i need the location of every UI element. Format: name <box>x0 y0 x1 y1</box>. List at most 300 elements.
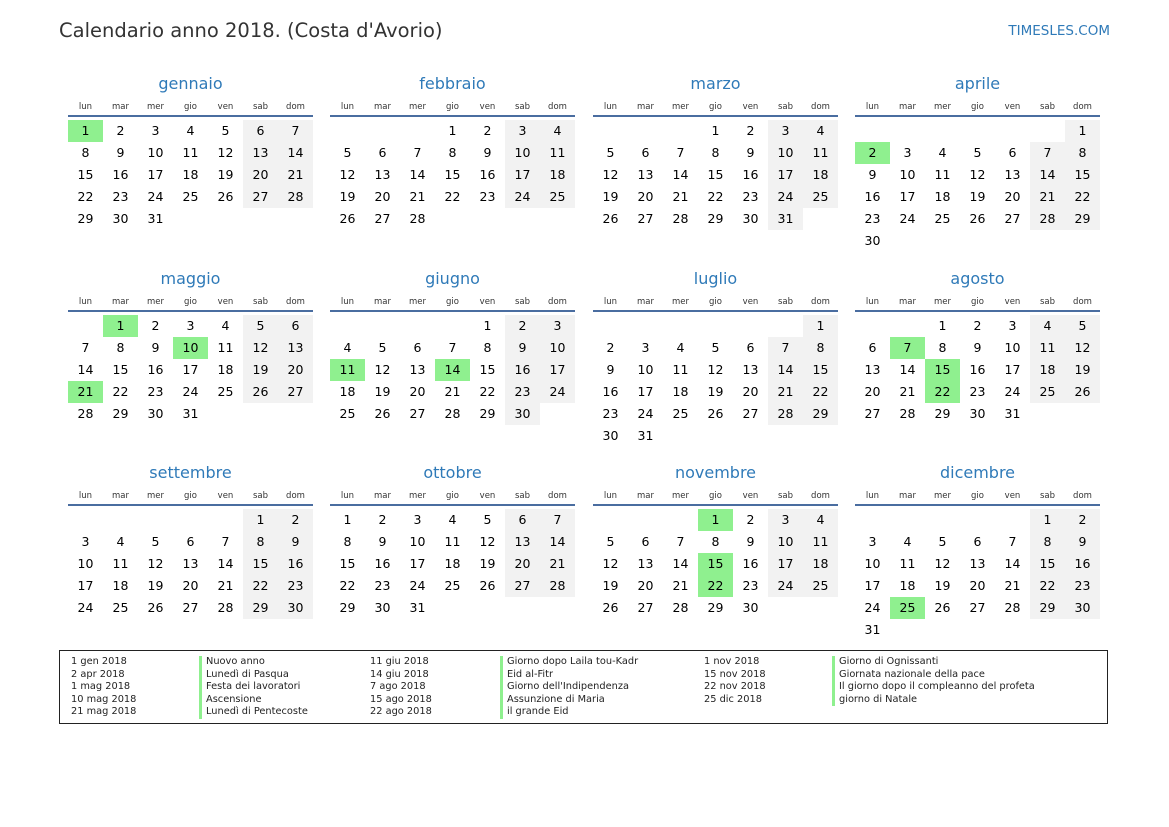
day-cell: 8 <box>448 145 457 160</box>
day-cell: 19 <box>707 384 724 399</box>
day-cell: 16 <box>864 189 881 204</box>
legend-date: 10 mag 2018 <box>71 693 137 705</box>
weekday-header <box>593 489 838 506</box>
legend-date: 25 dic 2018 <box>704 693 762 705</box>
day-cell: 6 <box>413 340 422 355</box>
day-cell: 24 <box>768 186 803 208</box>
legend-date: 22 nov 2018 <box>704 681 766 692</box>
day-cell: 23 <box>969 384 986 399</box>
empty-cell <box>995 120 1030 142</box>
empty-cell <box>330 315 365 337</box>
month-settembre <box>68 462 313 619</box>
day-cell: 10 <box>540 337 575 359</box>
weekday-header <box>855 489 1100 506</box>
day-cell: 16 <box>479 167 496 182</box>
weekday-label: mer <box>671 297 689 307</box>
month-name: luglio <box>693 269 738 288</box>
day-cell: 30 <box>742 600 759 615</box>
day-cell: 15 <box>803 359 838 381</box>
day-cell: 7 <box>1008 534 1017 549</box>
legend-holiday-name: Eid al-Fitr <box>500 669 638 682</box>
day-cell: 11 <box>1030 337 1065 359</box>
day-cell: 31 <box>637 428 654 443</box>
day-cell: 9 <box>973 340 982 355</box>
day-cell: 9 <box>278 531 313 553</box>
day-cell: 28 <box>1004 600 1021 615</box>
weekday-label: gio <box>709 102 722 112</box>
day-cell: 24 <box>540 381 575 403</box>
day-cell: 10 <box>637 362 654 377</box>
weekday-header <box>855 295 1100 312</box>
day-cell: 20 <box>278 359 313 381</box>
weekday-label: dom <box>811 491 830 501</box>
month-name: gennaio <box>158 74 223 93</box>
day-cell: 16 <box>374 556 391 571</box>
empty-cell <box>628 509 663 531</box>
day-cell: 31 <box>768 208 803 230</box>
day-cell: 20 <box>1004 189 1021 204</box>
weekday-label: gio <box>971 102 984 112</box>
day-cell: 30 <box>374 600 391 615</box>
weekday-label: ven <box>742 102 759 112</box>
weekday-label: sab <box>514 297 531 307</box>
day-cell: 21 <box>540 553 575 575</box>
month-name: novembre <box>674 463 757 482</box>
day-cell: 9 <box>151 340 160 355</box>
weekday-label: lun <box>78 102 93 112</box>
legend-names-column <box>199 656 308 719</box>
legend-date: 1 nov 2018 <box>704 656 760 667</box>
day-cell: 5 <box>606 145 615 160</box>
empty-cell <box>855 315 890 337</box>
day-cell: 7 <box>278 120 313 142</box>
day-cell: 30 <box>969 406 986 421</box>
empty-cell <box>960 120 995 142</box>
day-cell: 2 <box>151 318 160 333</box>
day-cell: 12 <box>339 167 356 182</box>
weekday-label: mar <box>112 102 129 112</box>
day-cell: 18 <box>672 384 689 399</box>
day-cell: 25 <box>803 186 838 208</box>
day-cell: 6 <box>378 145 387 160</box>
weekday-label: mer <box>671 491 689 501</box>
day-cell: 26 <box>339 211 356 226</box>
day-cell: 31 <box>1004 406 1021 421</box>
weekday-label: mar <box>374 297 391 307</box>
weekday-label: lun <box>340 491 355 501</box>
day-cell: 27 <box>742 406 759 421</box>
day-cell: 17 <box>768 553 803 575</box>
day-cell: 21 <box>1030 186 1065 208</box>
legend-date: 14 giu 2018 <box>370 668 429 680</box>
weekday-label: mer <box>408 297 426 307</box>
day-cell: 11 <box>182 145 199 160</box>
day-cell: 22 <box>112 384 129 399</box>
empty-cell <box>663 509 698 531</box>
day-cell: 22 <box>243 575 278 597</box>
day-cell: 19 <box>602 189 619 204</box>
day-cell: 29 <box>243 597 278 619</box>
weekday-label: ven <box>479 297 496 307</box>
day-cell: 12 <box>217 145 234 160</box>
legend-holiday-name: Giornata nazionale della pace <box>832 669 1035 682</box>
day-cell: 12 <box>1065 337 1100 359</box>
day-cell: 10 <box>1004 340 1021 355</box>
day-cell: 12 <box>707 362 724 377</box>
day-cell: 19 <box>339 189 356 204</box>
day-cell: 9 <box>868 167 877 182</box>
empty-cell <box>628 120 663 142</box>
legend-holiday-name: Lunedì di Pasqua <box>199 669 308 682</box>
weekday-header <box>330 489 575 506</box>
weekday-label: dom <box>811 102 830 112</box>
weekday-label: gio <box>971 297 984 307</box>
day-cell: 23 <box>147 384 164 399</box>
day-cell: 14 <box>672 167 689 182</box>
day-cell: 7 <box>676 534 685 549</box>
weekday-label: lun <box>78 491 93 501</box>
day-cell: 29 <box>77 211 94 226</box>
day-cell: 20 <box>374 189 391 204</box>
weekday-label: mer <box>146 491 164 501</box>
day-cell: 28 <box>672 600 689 615</box>
empty-cell <box>593 509 628 531</box>
day-cell: 9 <box>505 337 540 359</box>
empty-cell <box>435 315 470 337</box>
day-cell: 27 <box>182 600 199 615</box>
weekday-label: mar <box>899 491 916 501</box>
day-cell: 13 <box>969 556 986 571</box>
day-cell: 5 <box>343 145 352 160</box>
day-cell: 6 <box>243 120 278 142</box>
day-grid <box>330 509 575 619</box>
day-cell: 26 <box>479 578 496 593</box>
day-cell: 15 <box>243 553 278 575</box>
day-cell: 16 <box>742 556 759 571</box>
day-cell: 15 <box>707 167 724 182</box>
weekday-label: mar <box>112 297 129 307</box>
day-cell: 16 <box>969 362 986 377</box>
day-cell: 2 <box>378 512 387 527</box>
day-cell: 29 <box>479 406 496 421</box>
empty-cell <box>663 315 698 337</box>
day-cell: 9 <box>378 534 387 549</box>
weekday-header <box>68 295 313 312</box>
day-cell: 12 <box>602 556 619 571</box>
day-cell: 29 <box>112 406 129 421</box>
empty-cell <box>208 509 243 531</box>
day-cell: 26 <box>1065 381 1100 403</box>
day-cell: 16 <box>1065 553 1100 575</box>
day-cell: 19 <box>969 189 986 204</box>
month-name: settembre <box>149 463 232 482</box>
weekday-label: ven <box>217 297 234 307</box>
day-cell: 3 <box>768 509 803 531</box>
day-cell: 9 <box>606 362 615 377</box>
day-cell: 23 <box>374 578 391 593</box>
legend-holiday-name: Giorno di Ognissanti <box>832 656 1035 669</box>
weekday-label: sab <box>252 297 269 307</box>
day-cell: 22 <box>479 384 496 399</box>
day-cell: 23 <box>278 575 313 597</box>
day-grid <box>593 315 838 447</box>
legend-date: 1 mag 2018 <box>71 681 131 692</box>
legend-holiday-name: Giorno dopo Laila tou-Kadr <box>500 656 638 669</box>
empty-cell <box>890 315 925 337</box>
day-cell: 12 <box>147 556 164 571</box>
weekday-label: dom <box>811 297 830 307</box>
day-cell: 20 <box>637 578 654 593</box>
day-cell: 13 <box>374 167 391 182</box>
day-cell: 27 <box>969 600 986 615</box>
day-cell: 16 <box>505 359 540 381</box>
day-cell: 24 <box>637 406 654 421</box>
day-cell: 30 <box>742 211 759 226</box>
day-cell: 8 <box>1065 142 1100 164</box>
weekday-label: dom <box>548 491 567 501</box>
day-cell: 20 <box>182 578 199 593</box>
day-cell: 25 <box>1030 381 1065 403</box>
day-cell: 29 <box>707 211 724 226</box>
day-cell: 21 <box>409 189 426 204</box>
weekday-label: sab <box>252 491 269 501</box>
day-cell: 19 <box>147 578 164 593</box>
legend-holiday-name: giorno di Natale <box>832 694 1035 707</box>
day-cell: 15 <box>339 556 356 571</box>
month-marzo <box>593 73 838 230</box>
weekday-label: ven <box>217 491 234 501</box>
day-cell: 20 <box>969 578 986 593</box>
day-cell: 8 <box>938 340 947 355</box>
day-cell: 4 <box>116 534 125 549</box>
day-cell: 25 <box>339 406 356 421</box>
weekday-label: mar <box>374 491 391 501</box>
month-name: marzo <box>690 74 741 93</box>
day-cell: 3 <box>151 123 160 138</box>
day-cell: 5 <box>606 534 615 549</box>
day-cell: 21 <box>672 189 689 204</box>
weekday-label: dom <box>286 297 305 307</box>
day-cell: 8 <box>711 534 720 549</box>
day-cell: 18 <box>444 556 461 571</box>
day-cell: 14 <box>217 556 234 571</box>
day-cell: 21 <box>278 164 313 186</box>
legend-holiday-name: Il giorno dopo il compleanno del profeta <box>832 681 1035 694</box>
day-cell: 18 <box>112 578 129 593</box>
empty-cell <box>698 315 733 337</box>
empty-cell <box>400 315 435 337</box>
day-cell: 19 <box>1065 359 1100 381</box>
day-cell: 18 <box>182 167 199 182</box>
weekday-label: lun <box>603 491 618 501</box>
day-cell: 14 <box>1030 164 1065 186</box>
day-cell: 19 <box>243 359 278 381</box>
day-cell: 17 <box>182 362 199 377</box>
day-cell: 26 <box>147 600 164 615</box>
day-cell: 14 <box>1004 556 1021 571</box>
day-cell: 1 <box>1065 120 1100 142</box>
day-cell: 14 <box>409 167 426 182</box>
weekday-label: lun <box>340 102 355 112</box>
day-cell: 5 <box>378 340 387 355</box>
empty-cell <box>400 120 435 142</box>
day-cell: 22 <box>707 189 724 204</box>
day-cell: 31 <box>182 406 199 421</box>
weekday-label: ven <box>1004 491 1021 501</box>
day-cell: 3 <box>186 318 195 333</box>
day-cell: 22 <box>1030 575 1065 597</box>
day-cell: 7 <box>676 145 685 160</box>
day-cell: 22 <box>77 189 94 204</box>
day-cell: 6 <box>1008 145 1017 160</box>
day-cell: 2 <box>116 123 125 138</box>
month-name: aprile <box>954 74 1001 93</box>
day-cell: 25 <box>803 575 838 597</box>
day-cell: 3 <box>540 315 575 337</box>
day-cell: 19 <box>479 556 496 571</box>
brand-link[interactable]: TIMESLES.COM <box>1008 23 1110 39</box>
day-cell: 6 <box>641 534 650 549</box>
empty-cell <box>768 315 803 337</box>
day-cell: 5 <box>221 123 230 138</box>
weekday-label: ven <box>1004 297 1021 307</box>
legend-date: 15 nov 2018 <box>704 668 766 680</box>
day-grid <box>330 315 575 425</box>
day-cell: 16 <box>147 362 164 377</box>
day-cell: 28 <box>672 211 689 226</box>
day-cell: 11 <box>444 534 461 549</box>
day-cell: 11 <box>803 531 838 553</box>
weekday-header <box>330 100 575 117</box>
weekday-label: lun <box>78 297 93 307</box>
weekday-label: mer <box>146 297 164 307</box>
day-cell: 17 <box>768 164 803 186</box>
holiday-day-cell: 15 <box>698 553 733 575</box>
day-cell: 24 <box>409 578 426 593</box>
day-cell: 11 <box>934 167 951 182</box>
day-cell: 2 <box>746 123 755 138</box>
day-cell: 29 <box>934 406 951 421</box>
legend-holiday-name: il grande Eid <box>500 706 638 719</box>
empty-cell <box>1030 120 1065 142</box>
weekday-label: mer <box>408 491 426 501</box>
day-cell: 19 <box>374 384 391 399</box>
holiday-day-cell: 11 <box>330 359 365 381</box>
empty-cell <box>68 315 103 337</box>
day-cell: 6 <box>746 340 755 355</box>
day-cell: 19 <box>934 578 951 593</box>
weekday-label: ven <box>479 102 496 112</box>
weekday-label: gio <box>184 297 197 307</box>
holiday-day-cell: 15 <box>925 359 960 381</box>
month-name: giugno <box>425 269 480 288</box>
weekday-label: ven <box>742 491 759 501</box>
holiday-day-cell: 1 <box>68 120 103 142</box>
day-cell: 17 <box>147 167 164 182</box>
legend-holiday-name: Nuovo anno <box>199 656 308 669</box>
day-cell: 7 <box>413 145 422 160</box>
day-cell: 7 <box>1030 142 1065 164</box>
day-cell: 27 <box>637 600 654 615</box>
day-cell: 1 <box>483 318 492 333</box>
day-cell: 24 <box>77 600 94 615</box>
month-maggio <box>68 268 313 425</box>
day-cell: 25 <box>217 384 234 399</box>
day-cell: 26 <box>374 406 391 421</box>
day-cell: 17 <box>899 189 916 204</box>
holiday-day-cell: 1 <box>698 509 733 531</box>
weekday-label: dom <box>1073 491 1092 501</box>
weekday-label: mer <box>933 102 951 112</box>
day-cell: 17 <box>1004 362 1021 377</box>
day-cell: 30 <box>1065 597 1100 619</box>
day-cell: 13 <box>409 362 426 377</box>
weekday-label: lun <box>865 102 880 112</box>
day-cell: 31 <box>409 600 426 615</box>
weekday-label: ven <box>742 297 759 307</box>
day-cell: 25 <box>182 189 199 204</box>
day-cell: 30 <box>147 406 164 421</box>
day-cell: 26 <box>602 600 619 615</box>
day-cell: 1 <box>1030 509 1065 531</box>
day-cell: 1 <box>803 315 838 337</box>
day-cell: 8 <box>243 531 278 553</box>
legend-names-column <box>832 656 1035 706</box>
legend-dates-column <box>71 656 136 719</box>
day-cell: 5 <box>938 534 947 549</box>
day-cell: 15 <box>1065 164 1100 186</box>
month-giugno <box>330 268 575 425</box>
day-cell: 20 <box>637 189 654 204</box>
weekday-label: sab <box>1039 297 1056 307</box>
day-cell: 5 <box>1065 315 1100 337</box>
day-cell: 16 <box>112 167 129 182</box>
day-cell: 13 <box>637 556 654 571</box>
holiday-day-cell: 1 <box>103 315 138 337</box>
day-cell: 30 <box>112 211 129 226</box>
weekday-header <box>68 489 313 506</box>
day-cell: 4 <box>186 123 195 138</box>
day-cell: 28 <box>278 186 313 208</box>
weekday-label: sab <box>777 102 794 112</box>
day-cell: 4 <box>676 340 685 355</box>
day-cell: 28 <box>217 600 234 615</box>
day-cell: 3 <box>81 534 90 549</box>
day-cell: 12 <box>243 337 278 359</box>
day-cell: 28 <box>1030 208 1065 230</box>
weekday-label: dom <box>286 491 305 501</box>
empty-cell <box>68 509 103 531</box>
day-cell: 6 <box>973 534 982 549</box>
weekday-label: dom <box>1073 102 1092 112</box>
day-cell: 7 <box>81 340 90 355</box>
empty-cell <box>103 509 138 531</box>
day-cell: 18 <box>1030 359 1065 381</box>
day-cell: 4 <box>343 340 352 355</box>
day-cell: 10 <box>409 534 426 549</box>
day-cell: 8 <box>116 340 125 355</box>
weekday-label: mer <box>146 102 164 112</box>
day-cell: 4 <box>221 318 230 333</box>
day-cell: 5 <box>243 315 278 337</box>
day-cell: 16 <box>602 384 619 399</box>
day-cell: 20 <box>243 164 278 186</box>
day-cell: 8 <box>81 145 90 160</box>
day-cell: 21 <box>768 381 803 403</box>
day-cell: 24 <box>182 384 199 399</box>
month-febbraio <box>330 73 575 230</box>
day-cell: 15 <box>112 362 129 377</box>
